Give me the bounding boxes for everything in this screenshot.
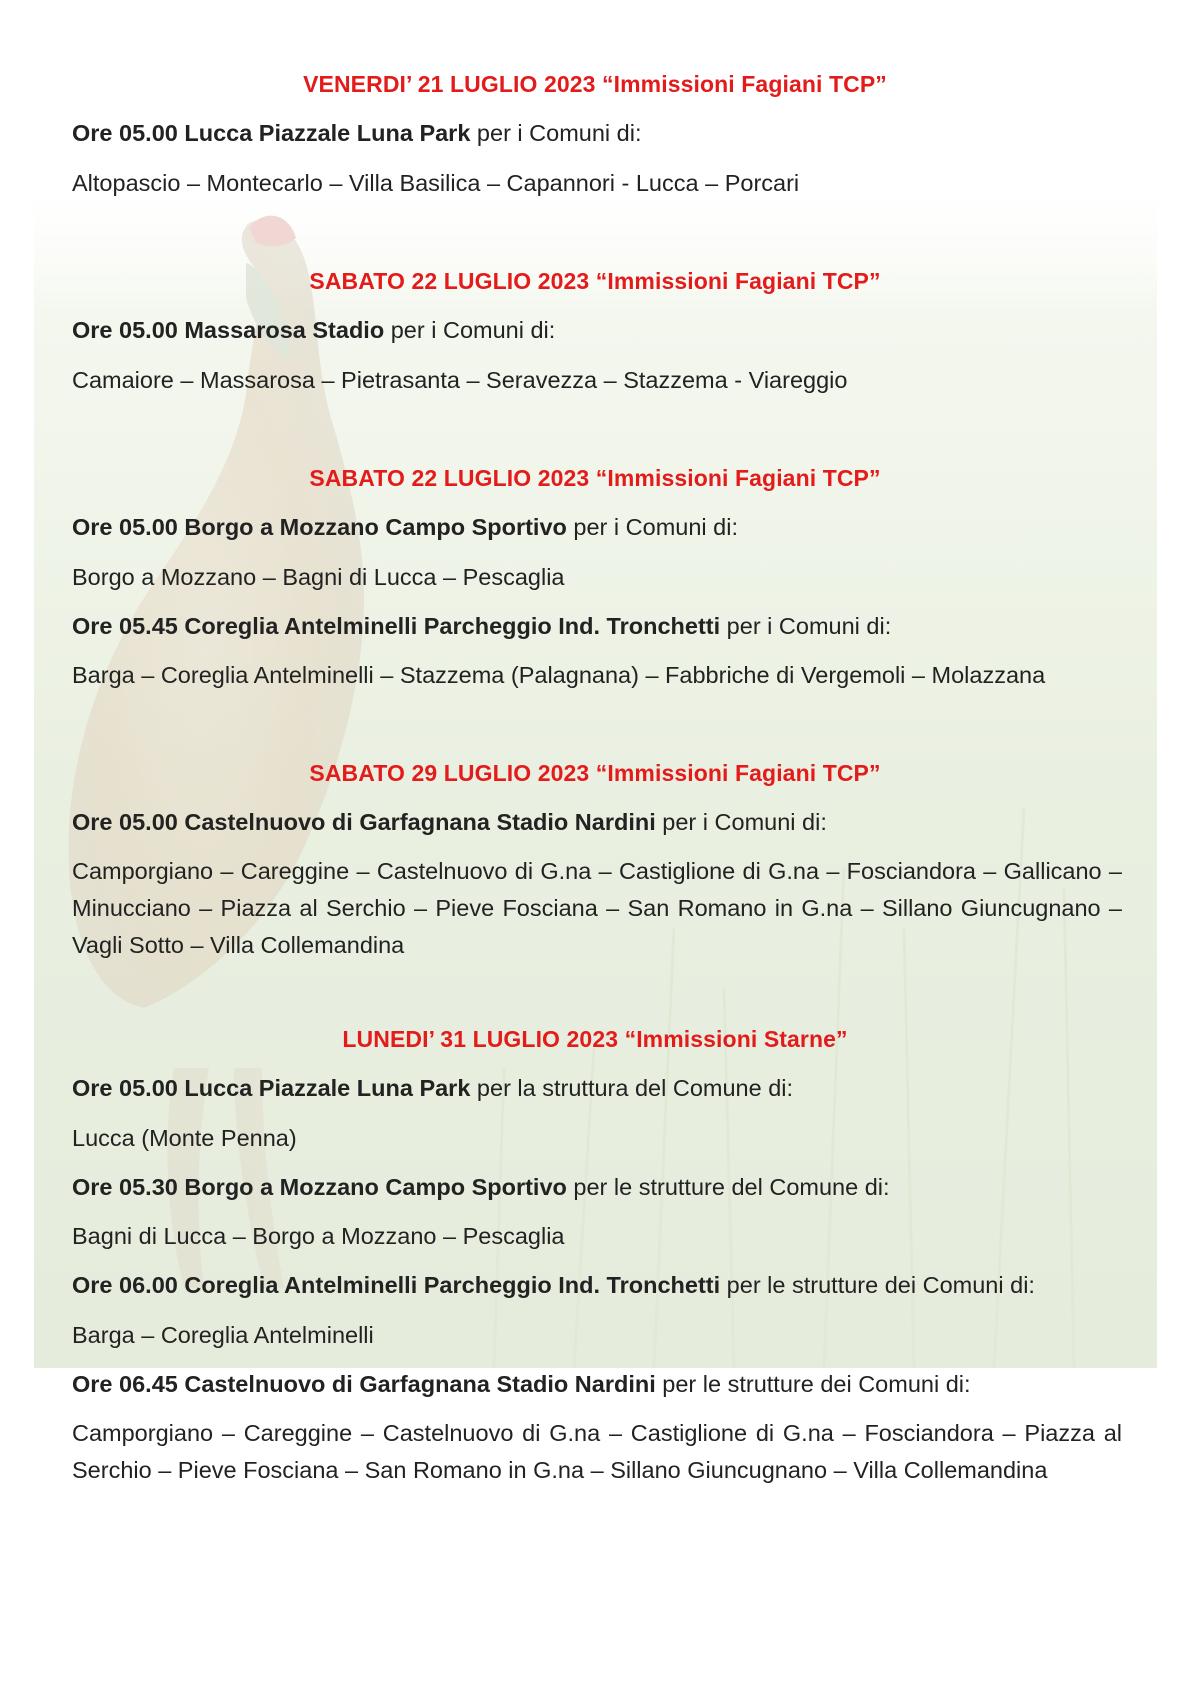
section-3-entry-1-comuni: Borgo a Mozzano – Bagni di Lucca – Pescaglia [72,564,565,590]
section-5-entry-4-suffix: per le strutture dei Comuni di: [655,1371,971,1397]
section-3-entry-1-suffix: per i Comuni di: [566,514,738,540]
section-5-entry-2-comuni: Bagni di Lucca – Borgo a Mozzano – Pescaglia [72,1223,565,1249]
section-4-entry-1-line [72,808,1122,836]
section-3-entry-1-place: Ore 05.00 Borgo a Mozzano Campo Sportivo [72,514,567,540]
section-3-entry-2-suffix: per i Comuni di: [720,613,892,639]
section-1-entry-1-place: Ore 05.00 Lucca Piazzale Luna Park [72,120,471,146]
section-1-entry-1-line [72,119,1122,147]
section-5-entry-3-comuni: Barga – Coreglia Antelminelli [72,1322,374,1348]
section-5-entry-3-line [72,1271,1122,1299]
section-3-entry-2-comuni: Barga – Coreglia Antelminelli – Stazzema (Palagnana) – Fabbriche di Vergemoli – Molazzana [72,662,1046,688]
section-1-entry-1-suffix: per i Comuni di: [470,120,642,146]
section-5-entry-3-suffix: per le strutture dei Comuni di: [720,1272,1035,1298]
section-5-entry-4-place: Ore 06.45 Castelnuovo di Garfagnana Stadio Nardini [72,1371,656,1397]
section-4-entry-1-place: Ore 05.00 Castelnuovo di Garfagnana Stadio Nardini [72,809,656,835]
section-5-entry-1-suffix: per la struttura del Comune di: [470,1075,794,1101]
section-3-entry-2-line [72,612,1122,640]
section-5-entry-3-place: Ore 06.00 Coreglia Antelminelli Parcheggio Ind. Tronchetti [72,1272,721,1298]
section-2-entry-1-line [72,316,1122,344]
section-2-heading: SABATO 22 LUGLIO 2023 “Immissioni Fagiani TCP” [309,268,881,294]
section-2-entry-1-comuni: Camaiore – Massarosa – Pietrasanta – Seravezza – Stazzema - Viareggio [72,367,848,393]
section-2-entry-1-suffix: per i Comuni di: [384,317,556,343]
section-1-heading: VENERDI’ 21 LUGLIO 2023 “Immissioni Fagiani TCP” [303,71,887,97]
section-5-entry-4-line [72,1370,1122,1398]
section-5-entry-4-comuni: Camporgiano – Careggine – Castelnuovo di G.na – Castiglione di G.na – Fosciandora – Piazza al Serchio – Pieve Fosciana – San Romano in G.na – Sillano Giuncugnano – Villa Collemandina [72,1420,1122,1483]
section-3-entry-2-place: Ore 05.45 Coreglia Antelminelli Parcheggio Ind. Tronchetti [72,613,721,639]
section-4-heading: SABATO 29 LUGLIO 2023 “Immissioni Fagiani TCP” [309,760,881,786]
section-5-entry-1-comuni: Lucca (Monte Penna) [72,1125,297,1151]
section-3-entry-1-line [72,513,1122,541]
section-4-entry-1-comuni: Camporgiano – Careggine – Castelnuovo di G.na – Castiglione di G.na – Fosciandora – Gallicano – Minucciano – Piazza al Serchio – Pieve Fosciana – San Romano in G.na – Sillano Giuncugnano – Vagli Sotto – Villa Collemandina [72,858,1122,958]
section-5-entry-2-line [72,1173,1122,1201]
section-3-heading: SABATO 22 LUGLIO 2023 “Immissioni Fagiani TCP” [309,465,881,491]
section-2-entry-1-place: Ore 05.00 Massarosa Stadio [72,317,385,343]
section-5-heading: LUNEDI’ 31 LUGLIO 2023 “Immissioni Starne” [342,1026,848,1052]
section-5-entry-1-place: Ore 05.00 Lucca Piazzale Luna Park [72,1075,471,1101]
section-1-entry-1-comuni: Altopascio – Montecarlo – Villa Basilica – Capannori - Lucca – Porcari [72,170,800,196]
section-5-entry-2-suffix: per le strutture del Comune di: [566,1174,890,1200]
section-5-entry-2-place: Ore 05.30 Borgo a Mozzano Campo Sportivo [72,1174,567,1200]
section-4-entry-1-suffix: per i Comuni di: [655,809,827,835]
section-5-entry-1-line [72,1074,1122,1102]
